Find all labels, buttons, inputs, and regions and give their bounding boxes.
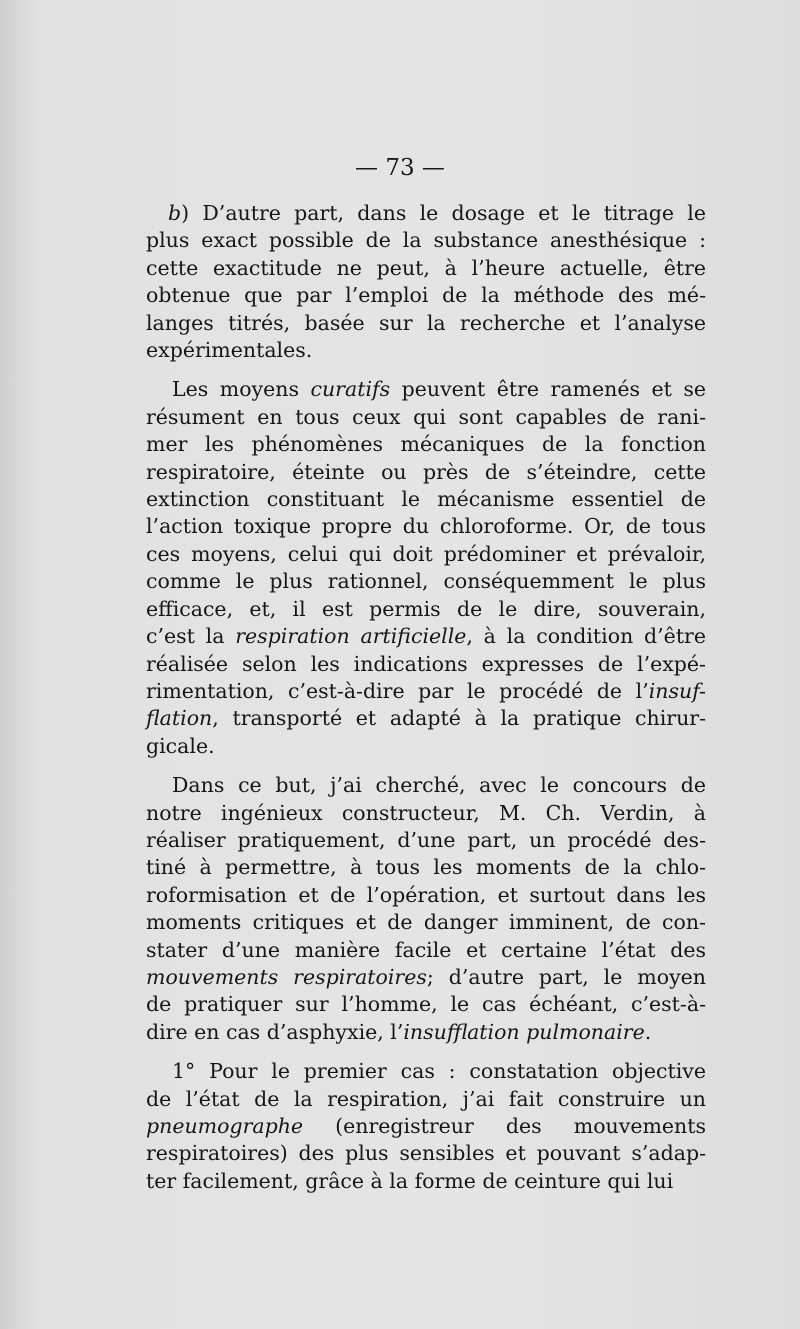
- text-line: extinction constituant le mécanisme essentiel de: [146, 487, 706, 512]
- text-line: roformisation et de l’opération, et surtout dans les: [146, 882, 706, 907]
- text-line: pneumographe (enregistreur des mouvements: [146, 1114, 706, 1138]
- text-line: b) D’autre part, dans le dosage et le titrage le: [168, 201, 706, 225]
- text-line: résument en tous ceux qui sont capables de rani-: [146, 404, 706, 429]
- text-line: mouvements respiratoires; d’autre part, le moyen: [146, 964, 706, 989]
- text-line: gicale.: [146, 733, 215, 758]
- text-line: respiratoires) des plus sensibles et pouvant s’adap-: [146, 1141, 706, 1166]
- paragraph: [146, 772, 706, 1046]
- text-line: flation, transporté et adapté à la pratique chirur-: [146, 706, 706, 731]
- paragraph: [146, 376, 706, 760]
- text-line: stater d’une manière facile et certaine l’état des: [146, 937, 706, 962]
- text-line: langes titrés, basée sur la recherche et l’analyse: [146, 310, 706, 335]
- text-line: réalisée selon les indications expresses de l’expé-: [146, 651, 706, 676]
- paragraph: [146, 1058, 706, 1195]
- text-line: notre ingénieux constructeur, M. Ch. Verdin, à: [146, 800, 706, 825]
- text-line: 1° Pour le premier cas : constatation objective: [172, 1059, 706, 1084]
- text-line: moments critiques et de danger imminent, de con-: [146, 910, 706, 935]
- text-line: c’est la respiration artificielle, à la condition d’être: [146, 624, 706, 649]
- text-line: mer les phénomènes mécaniques de la fonction: [146, 432, 706, 457]
- text-line: ces moyens, celui qui doit prédominer et prévaloir,: [146, 541, 706, 566]
- text-line: respiratoire, éteinte ou près de s’éteindre, cette: [146, 459, 706, 484]
- body-text: [146, 200, 706, 1207]
- text-line: tiné à permettre, à tous les moments de la chlo-: [146, 855, 706, 880]
- page-number: — 73 —: [355, 155, 445, 181]
- text-line: plus exact possible de la substance anesthésique :: [146, 228, 706, 253]
- text-line: cette exactitude ne peut, à l’heure actuelle, être: [146, 255, 706, 280]
- text-line: Les moyens curatifs peuvent être ramenés et se: [172, 377, 707, 402]
- text-line: comme le plus rationnel, conséquemment le plus: [146, 569, 706, 594]
- text-line: rimentation, c’est-à-dire par le procédé de l’insuf-: [146, 678, 706, 703]
- text-line: Dans ce but, j’ai cherché, avec le concours de: [172, 773, 706, 798]
- paragraph: [146, 200, 706, 364]
- text-line: obtenue que par l’emploi de la méthode des mé-: [146, 283, 706, 308]
- text-line: ter facilement, grâce à la forme de ceinture qui lui: [146, 1168, 674, 1193]
- text-line: de l’état de la respiration, j’ai fait construire un: [146, 1086, 706, 1111]
- text-line: l’action toxique propre du chloroforme. Or, de tous: [146, 514, 706, 539]
- text-line: dire en cas d’asphyxie, l’insufflation pulmonaire.: [146, 1019, 652, 1044]
- text-line: expérimentales.: [146, 338, 313, 363]
- text-line: de pratiquer sur l’homme, le cas échéant, c’est-à-: [146, 992, 706, 1017]
- text-line: réaliser pratiquement, d’une part, un procédé des-: [146, 827, 706, 852]
- text-line: efficace, et, il est permis de le dire, souverain,: [146, 596, 706, 621]
